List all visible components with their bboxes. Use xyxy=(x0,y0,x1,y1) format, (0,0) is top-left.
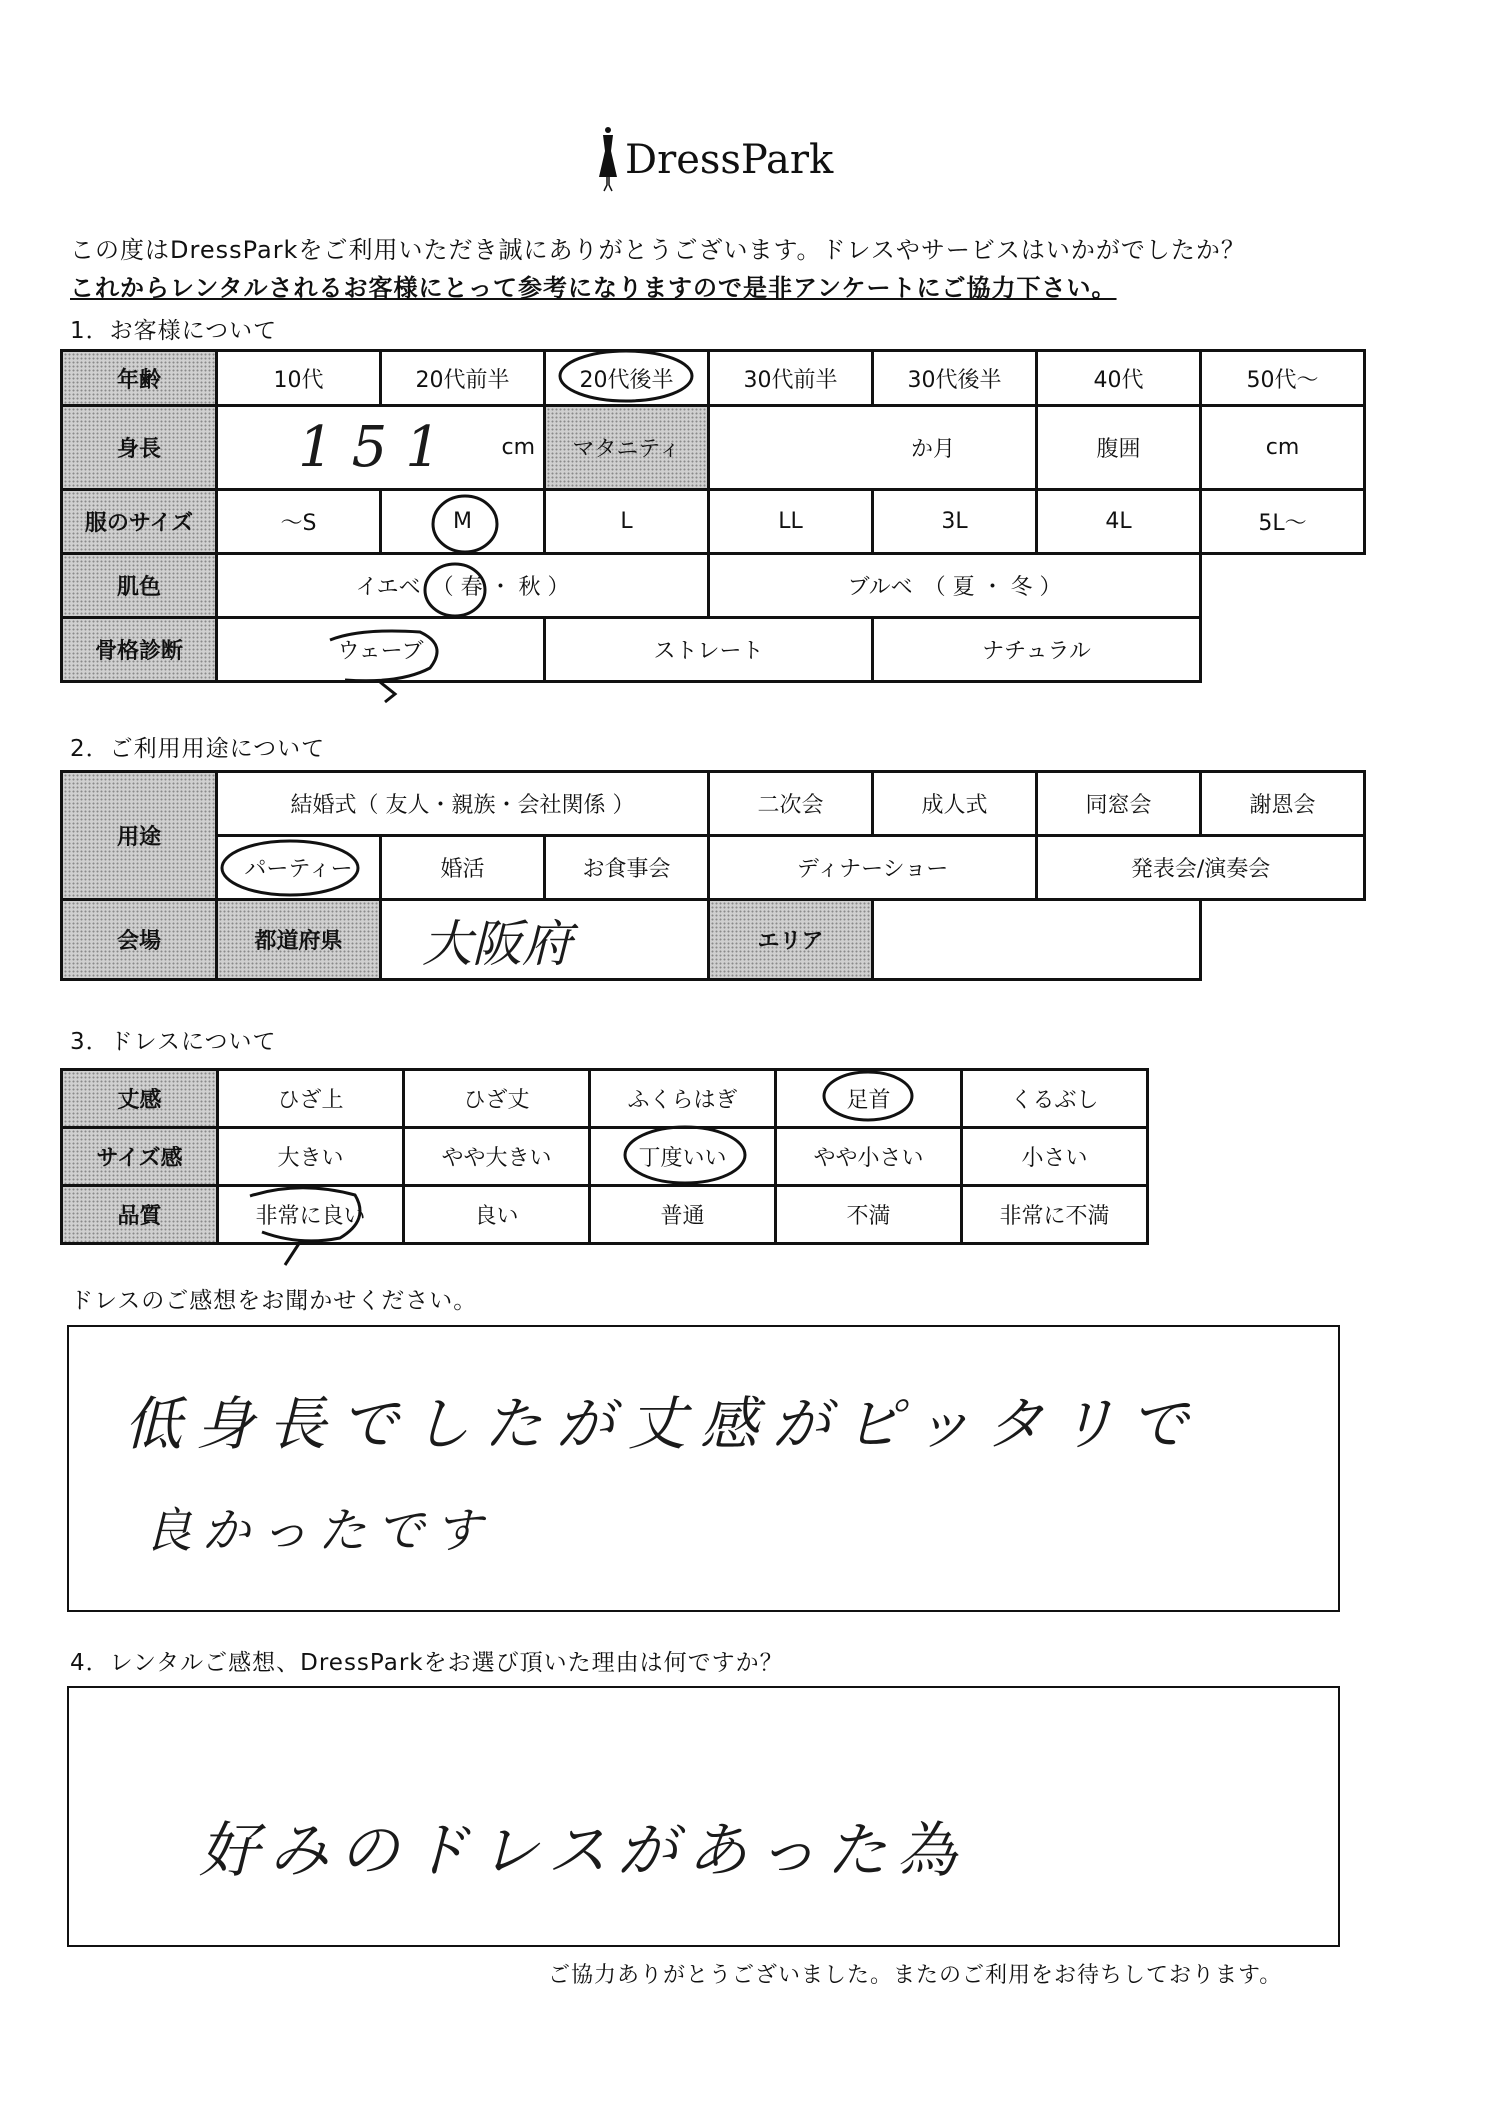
height-field[interactable] xyxy=(217,406,545,490)
height-unit: cm xyxy=(501,435,535,460)
age-option[interactable]: 10代 xyxy=(217,351,381,406)
intro-request: これからレンタルされるお客様にとって参考になりますので是非アンケートにご協力下さい。 xyxy=(70,274,1117,302)
empty-cell xyxy=(1201,900,1365,980)
length-label: 丈感 xyxy=(62,1070,218,1128)
size-option[interactable]: 4L xyxy=(1037,490,1201,554)
height-row xyxy=(62,406,1365,490)
quality-option[interactable]: 不満 xyxy=(776,1186,962,1244)
length-option[interactable]: ふくらはぎ xyxy=(590,1070,776,1128)
dress-icon xyxy=(595,125,621,195)
intro-text: この度はDressParkをご利用いただき誠にありがとうございます。ドレスやサービスはいかがでしたか？ xyxy=(70,236,1246,264)
skin-yellow-option[interactable]: イエベ （ 春 ・ 秋 ） xyxy=(217,554,709,618)
size-label: 服のサイズ xyxy=(62,490,217,554)
purpose-label: 用途 xyxy=(62,772,217,900)
fit-option[interactable]: やや小さい xyxy=(776,1128,962,1186)
prefecture-value: 大阪府 xyxy=(422,914,572,973)
dress-comment-prompt: ドレスのご感想をお聞かせください。 xyxy=(70,1288,478,1314)
size-option[interactable]: 5L〜 xyxy=(1201,490,1365,554)
usage-row-1 xyxy=(62,772,1365,836)
size-option[interactable]: LL xyxy=(709,490,873,554)
purpose-option[interactable]: 発表会/演奏会 xyxy=(1037,836,1365,900)
age-label: 年齢 xyxy=(62,351,217,406)
dress-comment-box[interactable] xyxy=(67,1325,1340,1612)
section2-title: 2．ご利用用途について xyxy=(70,736,326,762)
purpose-option[interactable]: 成人式 xyxy=(873,772,1037,836)
section1-title: 1．お客様について xyxy=(70,318,278,344)
maternity-months[interactable]: か月 xyxy=(709,406,1037,490)
body-type-label: 骨格診断 xyxy=(62,618,217,682)
quality-option[interactable]: 良い xyxy=(404,1186,590,1244)
length-option[interactable]: ひざ上 xyxy=(218,1070,404,1128)
prefecture-label: 都道府県 xyxy=(217,900,381,980)
purpose-option[interactable]: 婚活 xyxy=(381,836,545,900)
body-type-row xyxy=(62,618,1365,682)
age-option[interactable]: 20代後半 xyxy=(545,351,709,406)
empty-cell xyxy=(1201,554,1365,618)
quality-row xyxy=(62,1186,1148,1244)
waist-label: 腹囲 xyxy=(1037,406,1201,490)
quality-label: 品質 xyxy=(62,1186,218,1244)
size-option[interactable]: 〜S xyxy=(217,490,381,554)
purpose-option[interactable]: ディナーショー xyxy=(709,836,1037,900)
height-label: 身長 xyxy=(62,406,217,490)
size-option[interactable]: M xyxy=(381,490,545,554)
purpose-option[interactable]: パーティー xyxy=(217,836,381,900)
venue-label: 会場 xyxy=(62,900,217,980)
age-option[interactable]: 20代前半 xyxy=(381,351,545,406)
size-row xyxy=(62,490,1365,554)
fit-option[interactable]: 丁度いい xyxy=(590,1128,776,1186)
fit-option[interactable]: やや大きい xyxy=(404,1128,590,1186)
height-value: 151 xyxy=(298,415,459,480)
waist-unit[interactable]: cm xyxy=(1201,406,1365,490)
length-option[interactable]: 足首 xyxy=(776,1070,962,1128)
usage-table xyxy=(60,770,1366,981)
dresspark-logo xyxy=(595,125,835,195)
maternity-label: マタニティ xyxy=(545,406,709,490)
body-type-option[interactable]: ウェーブ xyxy=(217,618,545,682)
skin-row xyxy=(62,554,1365,618)
customer-table xyxy=(60,349,1366,683)
footer-thanks: ご協力ありがとうございました。またのご利用をお待ちしております。 xyxy=(548,1963,1283,1988)
skin-label: 肌色 xyxy=(62,554,217,618)
age-option[interactable]: 50代〜 xyxy=(1201,351,1365,406)
purpose-option[interactable]: 二次会 xyxy=(709,772,873,836)
quality-option[interactable]: 普通 xyxy=(590,1186,776,1244)
length-row xyxy=(62,1070,1148,1128)
area-field[interactable] xyxy=(873,900,1201,980)
quality-option[interactable]: 非常に不満 xyxy=(962,1186,1148,1244)
size-option[interactable]: L xyxy=(545,490,709,554)
fit-label: サイズ感 xyxy=(62,1128,218,1186)
brand-name: DressPark xyxy=(625,137,834,183)
length-option[interactable]: くるぶし xyxy=(962,1070,1148,1128)
size-option[interactable]: 3L xyxy=(873,490,1037,554)
fit-option[interactable]: 小さい xyxy=(962,1128,1148,1186)
area-label: エリア xyxy=(709,900,873,980)
empty-cell xyxy=(1201,618,1365,682)
dress-table xyxy=(60,1068,1149,1245)
age-option[interactable]: 30代後半 xyxy=(873,351,1037,406)
age-option[interactable]: 40代 xyxy=(1037,351,1201,406)
dress-comment-line2: 良かったです xyxy=(144,1503,493,1559)
body-type-option[interactable]: ストレート xyxy=(545,618,873,682)
fit-row xyxy=(62,1128,1148,1186)
section4-title: 4．レンタルご感想、DressParkをお選び頂いた理由は何ですか？ xyxy=(70,1650,784,1676)
section3-title: 3．ドレスについて xyxy=(70,1029,277,1055)
purpose-option[interactable]: 結婚式（ 友人・親族・会社関係 ） xyxy=(217,772,709,836)
purpose-option[interactable]: お食事会 xyxy=(545,836,709,900)
purpose-option[interactable]: 同窓会 xyxy=(1037,772,1201,836)
reason-box[interactable] xyxy=(67,1686,1340,1947)
skin-blue-option[interactable]: ブルベ （ 夏 ・ 冬 ） xyxy=(709,554,1201,618)
prefecture-field[interactable] xyxy=(381,900,709,980)
fit-option[interactable]: 大きい xyxy=(218,1128,404,1186)
usage-row-2 xyxy=(62,836,1365,900)
age-option[interactable]: 30代前半 xyxy=(709,351,873,406)
dress-comment-line1: 低身長でしたが丈感がピッタリで xyxy=(124,1390,1202,1458)
body-type-option[interactable]: ナチュラル xyxy=(873,618,1201,682)
quality-option[interactable]: 非常に良い xyxy=(218,1186,404,1244)
length-option[interactable]: ひざ丈 xyxy=(404,1070,590,1128)
age-row xyxy=(62,351,1365,406)
reason-answer: 好みのドレスがあった為 xyxy=(199,1816,967,1886)
venue-row xyxy=(62,900,1365,980)
purpose-option[interactable]: 謝恩会 xyxy=(1201,772,1365,836)
